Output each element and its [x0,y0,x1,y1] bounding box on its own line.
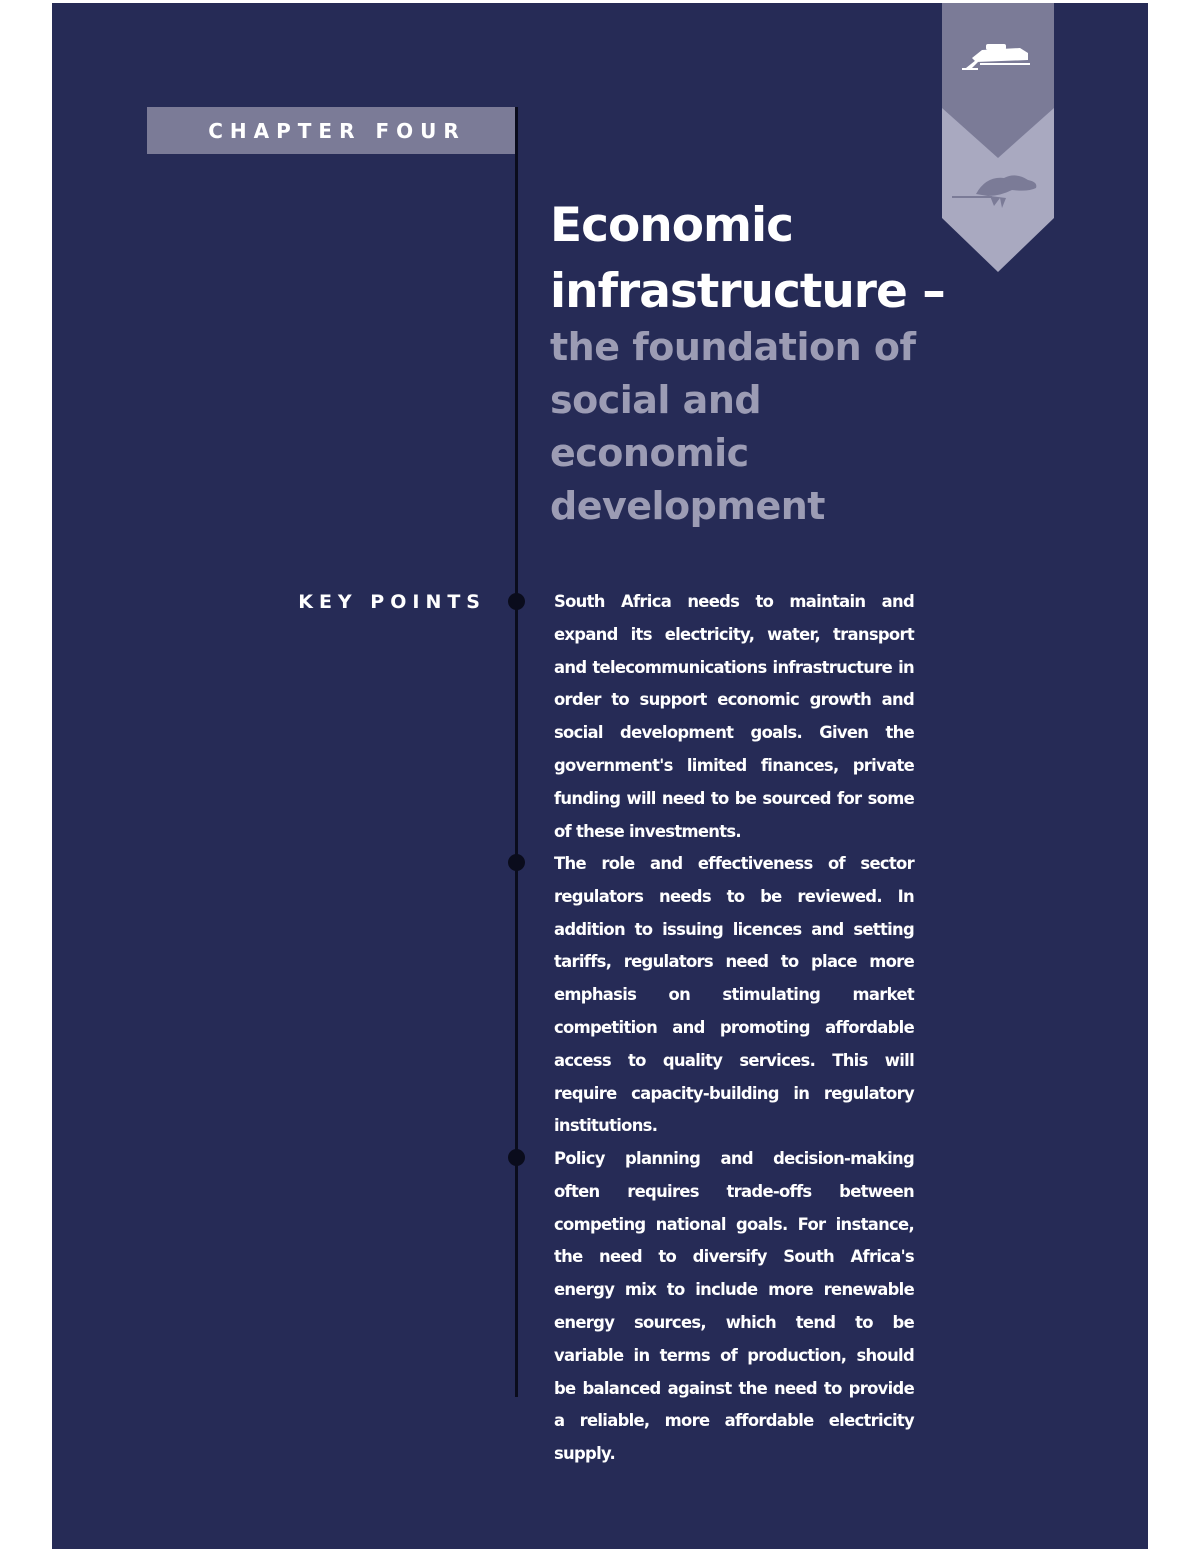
key-point-2: The role and effectiveness of sector regulators needs to be reviewed. In addition to issuing licences and setting tariffs, regulators need to place more emphasis on stimulating market competition and promoting affordable access to quality services. This will require capacity-building in regulatory institutions. [554,854,914,1136]
title-line-1: Economic [550,198,793,253]
chapter-page [52,3,1148,1549]
chapter-subtitle: the foundation of social and economic development [550,325,916,528]
key-point-3: Policy planning and decision-making often requires trade-offs between competing national goals. For instance, the need to diversify South Africa's energy mix to include more renewable energy sources, which tend to be variable in terms of production, should be balanced against the need to provide a reliable, more affordable electricity supply. [554,1149,914,1464]
bullet-dot [508,593,525,610]
bullet-dot [508,854,525,871]
chapter-title [550,193,970,325]
title-line-2: infrastructure – [550,264,945,319]
timeline-rule [515,107,518,1397]
key-points-heading: KEY POINTS [298,591,486,613]
bullet-dot [508,1149,525,1166]
chapter-label: CHAPTER FOUR [147,107,517,154]
key-point-1: South Africa needs to maintain and expand its electricity, water, transport and telecommunications infrastructure in order to support economic growth and social development goals. Given the government's limited finances, private funding will need to be sourced for some of these investments. [554,592,914,841]
